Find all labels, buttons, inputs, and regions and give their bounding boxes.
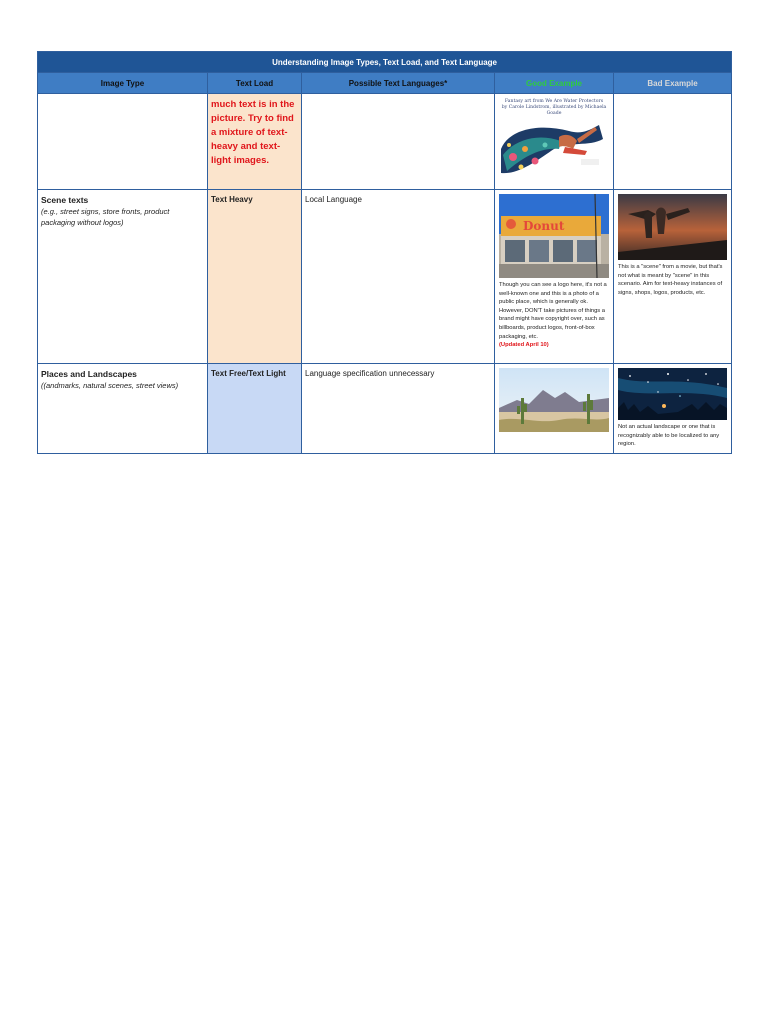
places-landscapes-description: ((andmarks, natural scenes, street views) [41,381,179,390]
movie-scene-caption: This is a "scene" from a movie, but that's not what is meant by "scene" in this scenario. Aim for text-heavy instances of signs, shops, logos, products, etc. [618,264,723,296]
text-free-light-label: Text Free/Text Light [211,369,286,378]
row3-image-type-cell [38,364,208,454]
row1-good-example-cell [495,94,614,190]
row2-bad-example-cell [614,190,732,364]
example-table-sheet [37,51,731,454]
row2-text-load-cell [208,190,302,364]
row2-image-type-cell [38,190,208,364]
table-title-row [38,52,732,73]
local-language-label: Local Language [305,195,362,204]
row3-language-cell [302,364,495,454]
row2-good-example-cell [495,190,614,364]
row1-bad-example-cell [614,94,732,190]
row2-language-cell [302,190,495,364]
header-bad-example: Bad Example [614,73,732,94]
table-row [38,94,732,190]
image-types-table [37,51,732,454]
book-credit-title: Fantasy art from We Are Water Protectors [504,99,604,104]
desert-landscape-photo [499,368,609,432]
text-heavy-label: Text Heavy [211,195,253,204]
table-header-row [38,73,732,94]
update-note: (Updated April 10) [499,342,549,349]
store-sign-text: Donut [523,219,565,233]
header-image-type: Image Type [38,73,208,94]
row1-image-type-cell [38,94,208,190]
scene-texts-title: Scene texts [41,195,89,205]
table-row [38,190,732,364]
language-unnecessary-label: Language specification unnecessary [305,369,435,378]
row1-language-cell [302,94,495,190]
text-mix-note: much text is in the picture. Try to find a mixture of text-heavy and text-light images. [211,99,295,166]
book-credit-author: by Carole Lindstrom, illustrated by Michaela Goade [501,105,607,116]
row3-good-example-cell [495,364,614,454]
night-sky-caption: Not an actual landscape or one that is recognizably able to be localized to any region. [618,424,720,448]
header-languages: Possible Text Languages* [302,73,495,94]
row3-text-load-cell [208,364,302,454]
scene-texts-description: (e.g., street signs, store fronts, product packaging without logos) [41,207,170,227]
row3-bad-example-cell [614,364,732,454]
header-text-load: Text Load [208,73,302,94]
storefront-caption-text: Though you can see a logo here, it's not a well-known one and this is a photo of a public place, which is generally ok. However, DON'T take pictures of things a brand might have copyright over, such as billboards, product logos, front-of-box packaging, etc. [499,282,607,340]
table-row [38,364,732,454]
fantasy-art-image [499,119,603,177]
storefront-photo [499,194,609,278]
movie-scene-image [618,194,727,260]
storefront-caption [499,281,609,350]
row1-text-load-cell [208,94,302,190]
book-credit [499,98,609,119]
table-title: Understanding Image Types, Text Load, and Text Language [38,52,732,73]
places-landscapes-title: Places and Landscapes [41,369,137,379]
header-good-example: Good Example [495,73,614,94]
fantasy-night-sky-image [618,368,727,420]
